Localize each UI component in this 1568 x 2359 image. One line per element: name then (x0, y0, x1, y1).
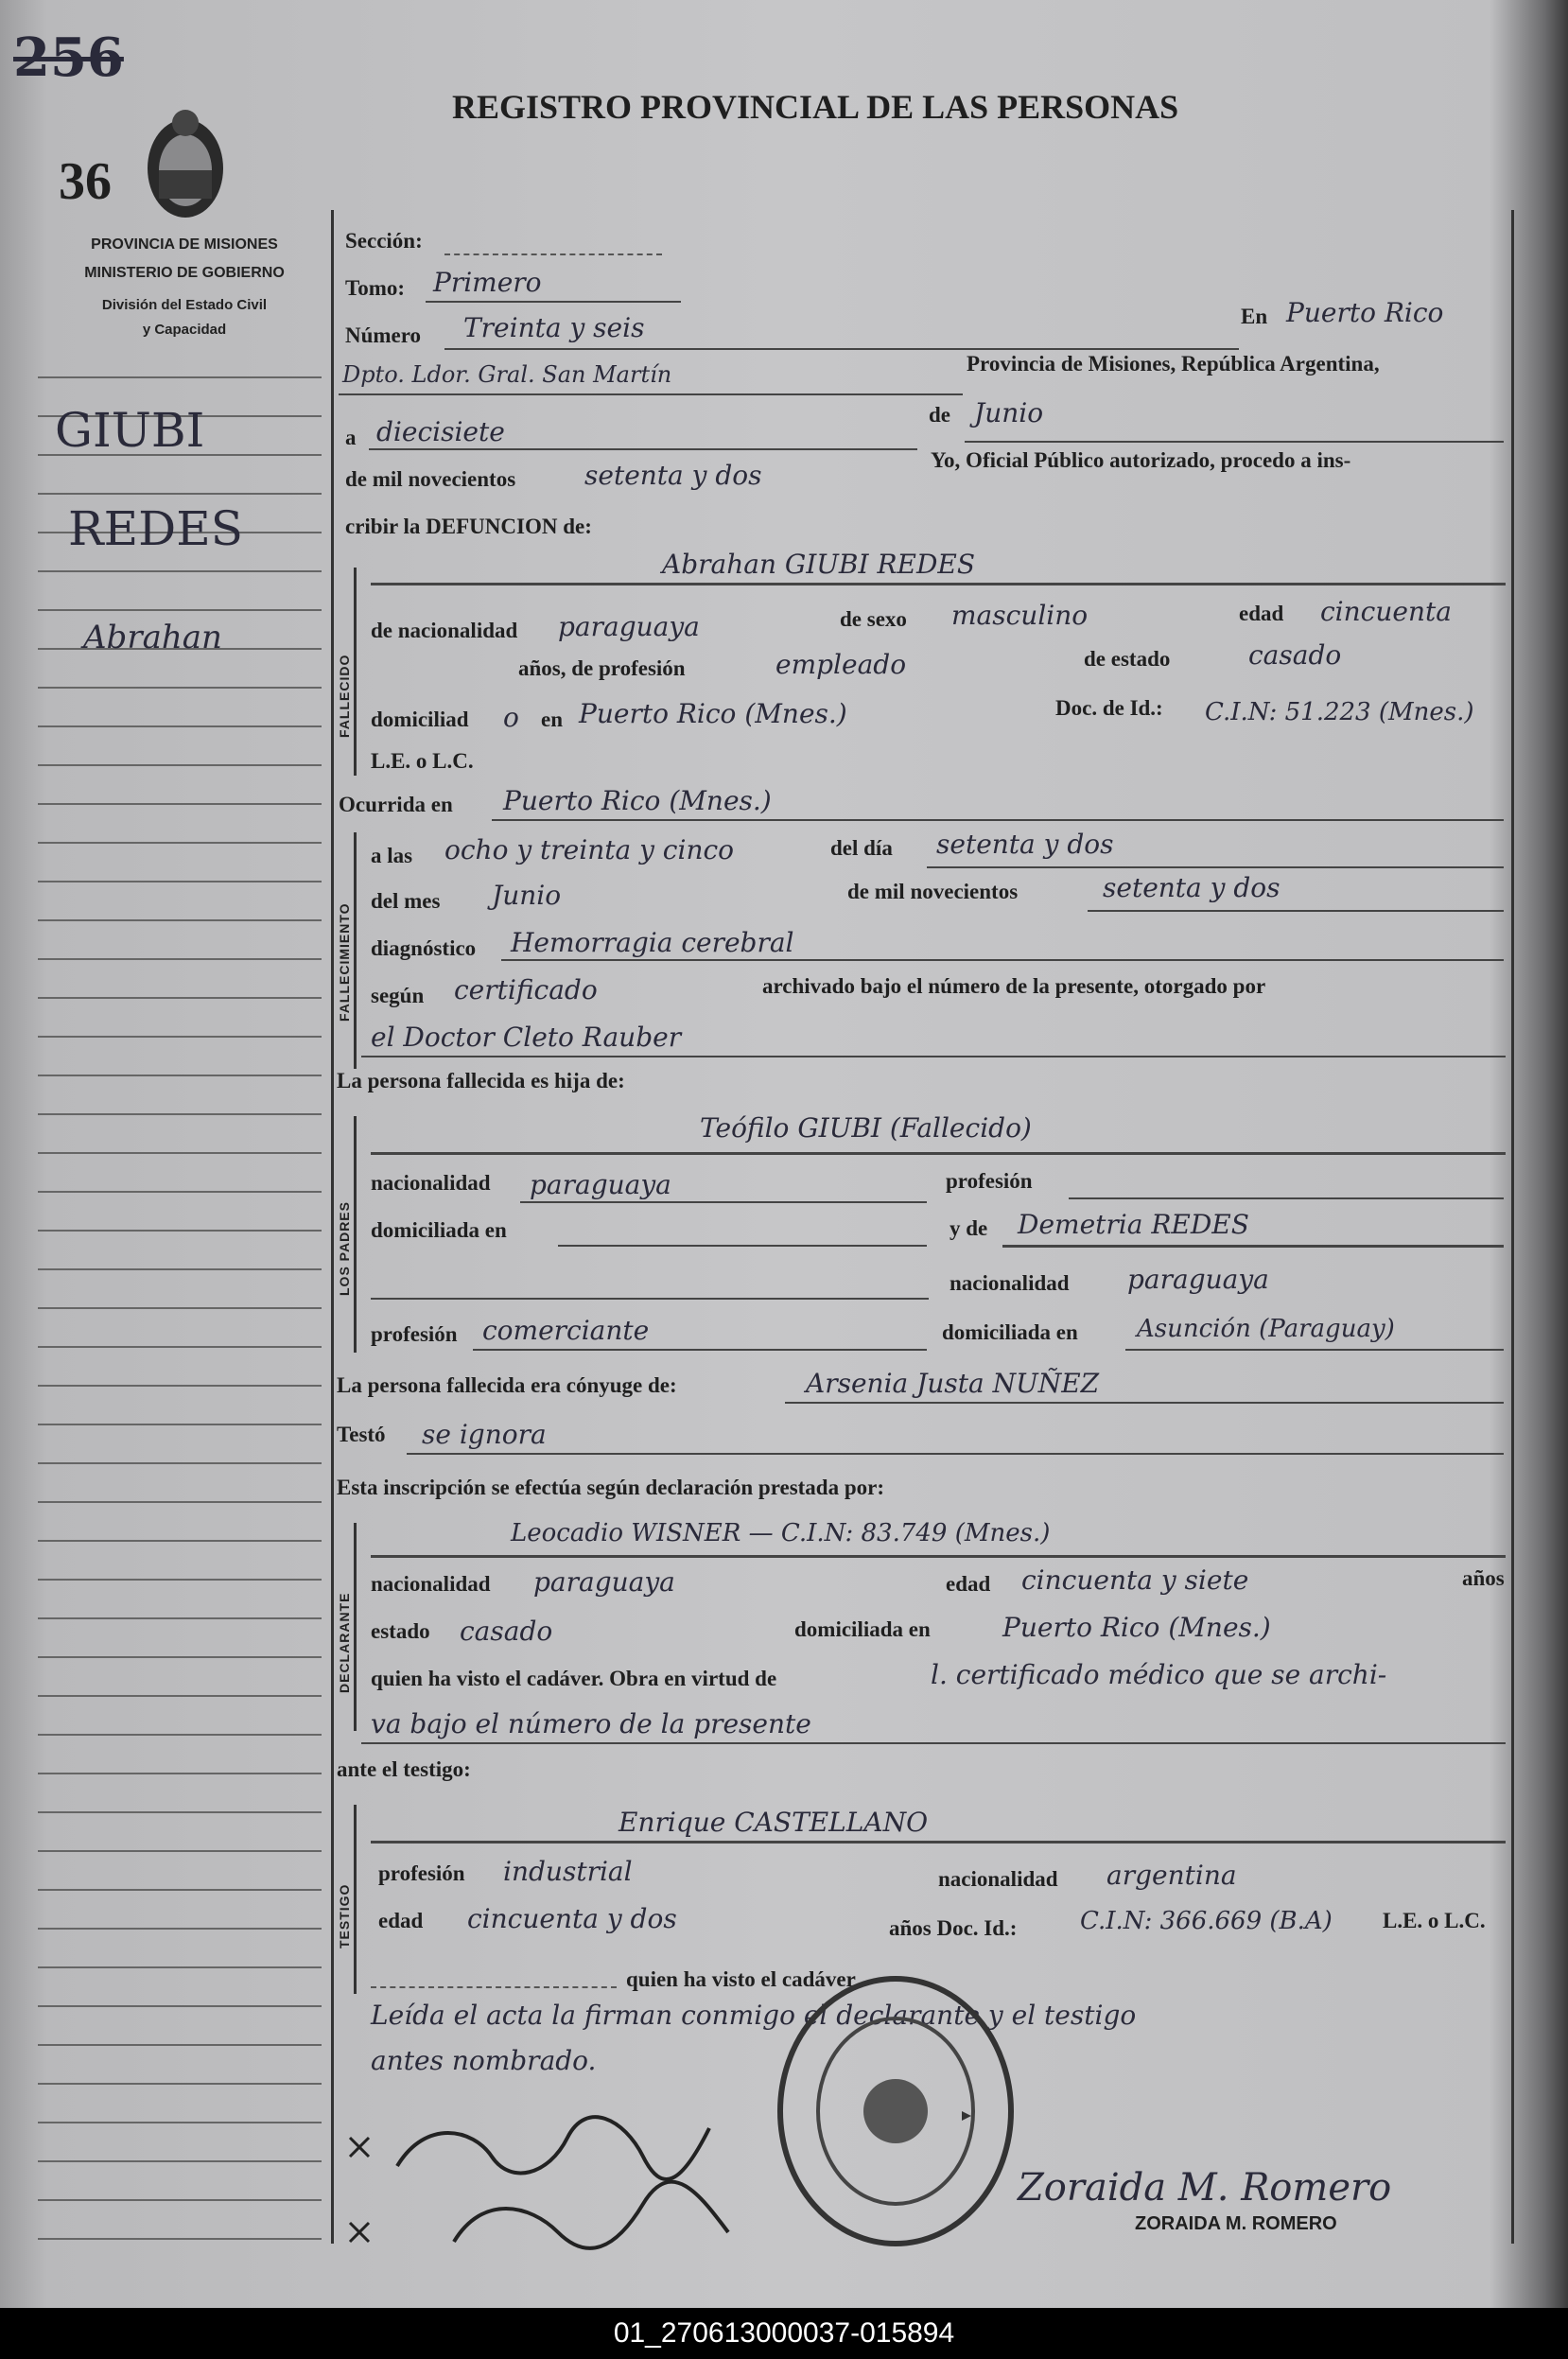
margin-line (38, 1346, 322, 1348)
margin-line (38, 1385, 322, 1387)
mes-fallecimiento: Junio (492, 880, 562, 911)
margin-line (38, 2160, 322, 2162)
image-id-footer: 01_270613000037-015894 (0, 2308, 1568, 2359)
officer-stamp-name: ZORAIDA M. ROMERO (1135, 2213, 1337, 2234)
seccion-label: Sección: (345, 229, 423, 253)
margin-line (38, 1734, 322, 1736)
margin-line (38, 2199, 322, 2201)
margin-line (38, 1268, 322, 1270)
declarante-name: Leocadio WISNER — C.I.N: 83.749 (Mnes.) (511, 1519, 1051, 1547)
margin-line (38, 2083, 322, 2085)
doctor-value: el Doctor Cleto Rauber (371, 1022, 682, 1053)
madre-dom-label: domiciliada en (942, 1320, 1078, 1344)
declarante-domicilio: Puerto Rico (Mnes.) (1002, 1612, 1271, 1643)
margin-line (38, 1230, 322, 1232)
tomo-label: Tomo: (345, 276, 406, 300)
fallecido-sexo: masculino (951, 600, 1089, 631)
margin-surname-1: GIUBI (55, 403, 205, 458)
padres-intro: La persona fallecida es hija de: (337, 1069, 625, 1092)
madre-nac: paraguaya (1127, 1264, 1269, 1295)
cribir-text: cribir la DEFUNCION de: (345, 515, 592, 538)
margin-line (38, 1501, 322, 1503)
folio-number: 256 (13, 26, 124, 89)
margin-line (38, 1889, 322, 1891)
declarante-edad-label: edad (946, 1572, 991, 1596)
margin-line (38, 570, 322, 572)
margin-line (38, 1036, 322, 1038)
margin-line (38, 1695, 322, 1697)
margin-line (38, 609, 322, 611)
margin-surname-2: REDES (68, 501, 243, 556)
testo-value: se ignora (422, 1419, 547, 1450)
fallecido-dom-en-label: en (541, 708, 563, 731)
madre-nac-label: nacionalidad (950, 1271, 1070, 1295)
fallecido-le-label: L.E. o L.C. (371, 749, 474, 773)
declarante-estado: casado (460, 1616, 553, 1647)
section-declarante-label: DECLARANTE (337, 1592, 352, 1693)
fallecido-edad: cincuenta (1320, 596, 1452, 627)
testigo-edad-label: edad (378, 1909, 424, 1932)
hora-value: ocho y treinta y cinco (444, 834, 735, 865)
fallecido-estado: casado (1248, 639, 1342, 671)
office-line-1: PROVINCIA DE MISIONES (91, 236, 278, 253)
madre-name: Demetria REDES (1018, 1209, 1249, 1240)
fallecido-doc: C.I.N: 51.223 (Mnes.) (1205, 698, 1474, 726)
officer-signature: Zoraida M. Romero (1018, 2166, 1392, 2210)
fallecido-sexo-label: de sexo (840, 607, 907, 631)
padre-dom-label: domiciliada en (371, 1218, 507, 1242)
main-right-border (1511, 210, 1514, 2244)
fallecido-doc-label: Doc. de Id.: (1055, 696, 1163, 720)
fallecido-nac-label: de nacionalidad (371, 619, 518, 642)
margin-line (38, 2122, 322, 2123)
margin-line (38, 1075, 322, 1076)
margin-line (38, 764, 322, 766)
margin-line (38, 881, 322, 882)
margin-line (38, 958, 322, 960)
y-de-label: y de (950, 1216, 988, 1240)
anio-label: de mil novecientos (345, 467, 516, 491)
conyuge-name: Arsenia Justa NUÑEZ (806, 1368, 1100, 1399)
margin-line (38, 1191, 322, 1193)
margin-given-name: Abrahan (83, 619, 222, 656)
testigo-name: Enrique CASTELLANO (618, 1807, 929, 1838)
margin-line (38, 1928, 322, 1930)
conyuge-label: La persona fallecida era cónyuge de: (337, 1373, 677, 1397)
fallecido-profesion: empleado (775, 649, 907, 680)
margin-line (38, 1656, 322, 1658)
official-seal-icon (768, 1969, 1023, 2253)
testigo-profesion: industrial (503, 1856, 633, 1887)
declarante-anios-label: años (1462, 1566, 1505, 1590)
margin-line (38, 725, 322, 727)
testigo-visto: quien ha visto el cadáver (626, 1967, 856, 1991)
declarante-dom-label: domiciliada en (794, 1617, 931, 1641)
closing-line-2: antes nombrado. (371, 2045, 597, 2076)
margin-line (38, 1152, 322, 1154)
fallecido-edad-label: edad (1239, 602, 1284, 625)
margin-line (38, 842, 322, 844)
anio-value: setenta y dos (584, 460, 762, 491)
margin-line (38, 2044, 322, 2046)
declarante-nac: paraguaya (533, 1566, 675, 1598)
madre-prof: comerciante (482, 1315, 650, 1346)
mes-label: del mes (371, 889, 441, 913)
tomo-value: Primero (433, 267, 542, 298)
dia-label: del día (830, 836, 893, 860)
archivado-text: archivado bajo el número de la presente, otorgado por (762, 974, 1266, 998)
margin-line (38, 803, 322, 805)
en-label: En (1241, 305, 1268, 328)
anio-fallecimiento: setenta y dos (1103, 872, 1281, 903)
fallecido-anios-label: años, de profesión (518, 656, 686, 680)
margin-line (38, 493, 322, 495)
fallecido-name: Abrahan GIUBI REDES (662, 549, 976, 580)
declarante-obra: l. certificado médico que se archi- (931, 1659, 1387, 1690)
fallecido-dom-suffix: o (503, 702, 519, 733)
ocurrida-label: Ocurrida en (339, 793, 453, 816)
section-fallecido-label: FALLECIDO (337, 654, 352, 738)
de-label: de (929, 403, 950, 427)
fallecido-dom-label: domiciliad (371, 708, 469, 731)
margin-line (38, 2238, 322, 2240)
act-number: 36 (59, 152, 112, 211)
signature-marks-icon (340, 2100, 775, 2261)
office-line-2: MINISTERIO DE GOBIERNO (84, 265, 285, 281)
document-title: REGISTRO PROVINCIAL DE LAS PERSONAS (452, 88, 1179, 126)
margin-line (38, 1113, 322, 1115)
margin-line (38, 1462, 322, 1464)
margin-line (38, 919, 322, 921)
margin-line (38, 1617, 322, 1619)
declarante-nac-label: nacionalidad (371, 1572, 491, 1596)
provincia-text: Provincia de Misiones, República Argentina, (967, 352, 1380, 376)
fallecido-nac: paraguaya (558, 611, 700, 642)
testigo-prof-label: profesión (378, 1861, 465, 1885)
fallecido-estado-label: de estado (1084, 647, 1171, 671)
margin-line (38, 1579, 322, 1581)
margin-line (38, 1424, 322, 1425)
coat-of-arms-icon (142, 102, 229, 225)
anio-fallec-label: de mil novecientos (847, 880, 1019, 903)
dpto-value: Dpto. Ldor. Gral. San Martín (342, 361, 672, 388)
office-line-3: División del Estado Civil (101, 297, 268, 313)
padre-nac-label: nacionalidad (371, 1171, 491, 1195)
testo-label: Testó (337, 1423, 386, 1446)
declarante-edad: cincuenta y siete (1021, 1564, 1249, 1596)
margin-line (38, 1811, 322, 1813)
en-value: Puerto Rico (1286, 297, 1444, 328)
segun-value: certificado (454, 974, 598, 1005)
oficial-text: Yo, Oficial Público autorizado, procedo a ins- (931, 448, 1351, 472)
madre-prof-label: profesión (371, 1322, 458, 1346)
dia-fallecimiento: setenta y dos (936, 829, 1114, 860)
section-testigo-label: TESTIGO (337, 1883, 352, 1948)
margin-line (38, 1307, 322, 1309)
declarante-estado-label: estado (371, 1619, 430, 1643)
diagnostico-value: Hemorragia cerebral (511, 927, 794, 958)
numero-value: Treinta y seis (463, 312, 645, 343)
main-left-border (331, 210, 334, 2244)
fallecido-domicilio: Puerto Rico (Mnes.) (579, 698, 847, 729)
margin-line (38, 376, 322, 378)
numero-label: Número (345, 323, 422, 347)
margin-line (38, 1540, 322, 1542)
testigo-nac: argentina (1106, 1860, 1237, 1891)
diag-label: diagnóstico (371, 936, 477, 960)
office-line-4: y Capacidad (142, 322, 227, 338)
hora-label: a las (371, 844, 413, 867)
testigo-anios-doc-label: años Doc. Id.: (889, 1916, 1018, 1940)
padre-nac: paraguaya (530, 1169, 671, 1200)
segun-label: según (371, 984, 425, 1007)
margin-line (38, 687, 322, 689)
declaracion-intro: Esta inscripción se efectúa según declaración prestada por: (337, 1476, 885, 1499)
testigo-edad: cincuenta y dos (467, 1903, 677, 1934)
margin-line (38, 1966, 322, 1968)
padre-name: Teófilo GIUBI (Fallecido) (700, 1112, 1032, 1144)
dia-value: diecisiete (376, 416, 505, 447)
padre-prof-label: profesión (946, 1169, 1033, 1193)
declarante-obra2: va bajo el número de la presente (371, 1708, 811, 1739)
margin-line (38, 997, 322, 999)
declarante-visto: quien ha visto el cadáver. Obra en virtud de (371, 1667, 777, 1690)
section-padres-label: LOS PADRES (337, 1201, 352, 1296)
testigo-le-label: L.E. o L.C. (1383, 1909, 1486, 1932)
a-label: a (345, 426, 357, 449)
mes-value: Junio (974, 397, 1044, 428)
closing-line-1: Leída el acta la firman conmigo el declarante y el testigo (371, 2000, 1137, 2031)
testigo-nac-label: nacionalidad (938, 1867, 1058, 1891)
margin-line (38, 2005, 322, 2007)
margin-line (38, 1773, 322, 1774)
section-fallecimiento-label: FALLECIMIENTO (337, 902, 352, 1022)
madre-domicilio: Asunción (Paraguay) (1137, 1315, 1395, 1343)
testigo-doc: C.I.N: 366.669 (B.A) (1080, 1907, 1333, 1935)
margin-line (38, 1850, 322, 1852)
testigo-intro: ante el testigo: (337, 1757, 471, 1781)
ocurrida-lugar: Puerto Rico (Mnes.) (503, 785, 772, 816)
